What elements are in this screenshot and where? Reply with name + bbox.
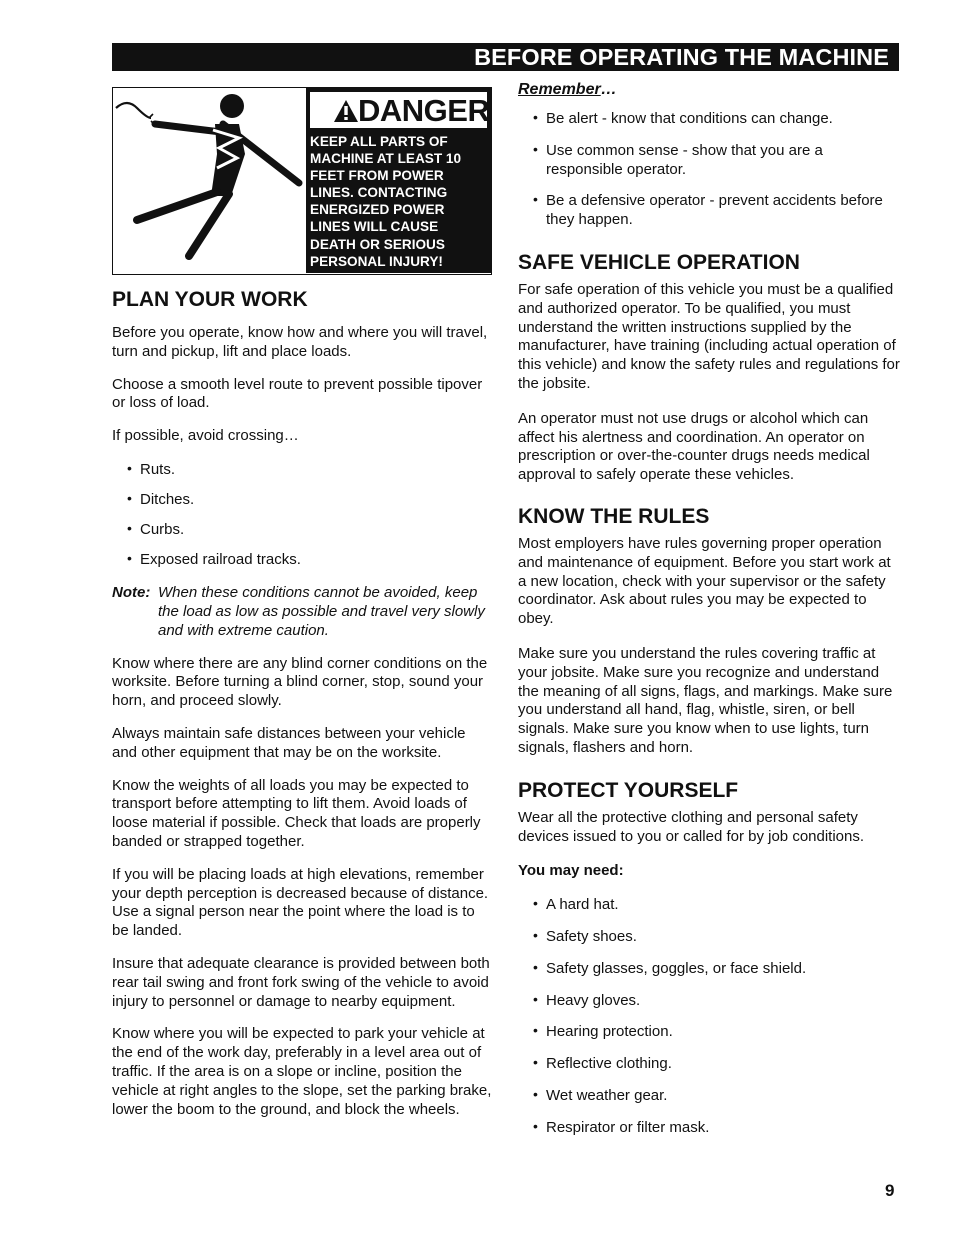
avoid-list [112,461,492,570]
plan-paragraph: If possible, avoid crossing… [112,427,299,445]
electrocution-figure-icon [113,88,306,273]
list-item: • Respirator or filter mask. [533,1117,710,1136]
list-item: • Be a defensive operator - prevent accidents before they happen. [533,191,883,229]
list-item: • Ditches. [127,489,195,508]
page-number: 9 [885,1181,895,1200]
danger-line: FEET FROM POWER [310,168,444,184]
right-column [518,80,900,1137]
remember-heading: Remember… [518,81,617,98]
safe-heading: SAFE VEHICLE OPERATION [518,250,800,274]
danger-panel [306,88,491,273]
plan-paragraph: Insure that adequate clearance is provided between both rear tail swing and front fork swing of the vehicle to avoid injury to personnel or damage to nearby equipment. [112,954,490,1010]
safe-paragraph: For safe operation of this vehicle you must be a qualified and authorized operator. To be qualified, you must understand the written instructions supplied by the manufacturer, have training (including actual operation of this vehicle) and know the safety rules and regulations for the jobsite. [518,280,900,392]
danger-line: DEATH OR SERIOUS [310,236,445,252]
safe-paragraph: An operator must not use drugs or alcohol which can affect his alertness and coordination. An operator on prescription or over-the-counter drugs needs medical approval to safely operate these vehicles. [518,409,870,484]
note [112,584,492,640]
plan-paragraph: If you will be placing loads at high elevations, remember your depth perception is decreased because of distance. Use a signal person near the point where the load is to be landed. [112,865,489,940]
list-item: • Wet weather gear. [533,1085,668,1104]
danger-label [309,91,488,129]
rules-heading: KNOW THE RULES [518,504,710,528]
need-label: You may need: [518,862,624,880]
list-item: • Heavy gloves. [533,990,641,1009]
plan-paragraph: Know where there are any blind corner conditions on the worksite. Before turning a blind corner, stop, sound your horn, and proceed slowly. [112,654,488,710]
protect-paragraph: Wear all the protective clothing and personal safety devices issued to you or called for by job conditions. [518,808,865,845]
list-item: • Hearing protection. [533,1022,673,1041]
danger-line: ENERGIZED POWER [310,202,445,218]
equipment-list [518,896,900,1137]
danger-line: KEEP ALL PARTS OF [310,134,448,149]
warning-triangle-icon [333,99,359,123]
rules-paragraph: Make sure you understand the rules covering traffic at your jobsite. Make sure you recognize and understand the meaning of all signs, flags, and markings. Make sure you understand all hand, flag, whistle, siren, or bell signals. Make sure you know when to use lights, turn signals, flashers and horn. [518,644,893,756]
list-item: • Be alert - know that conditions can change. [533,109,833,127]
list-item: • Curbs. [127,519,185,538]
danger-line: LINES. CONTACTING [310,185,448,201]
section-title: BEFORE OPERATING THE MACHINE [474,44,889,70]
list-item: • Reflective clothing. [533,1054,672,1073]
plan-paragraph: Know the weights of all loads you may be expected to transport before attempting to lift them. Avoid loads of loose material if possible. Check that loads are properly banded or strapped together. [112,776,481,850]
list-item: • Safety glasses, goggles, or face shield. [533,958,807,977]
danger-line: MACHINE AT LEAST 10 [310,151,462,167]
list-item: • A hard hat. [533,895,619,914]
rules-paragraph: Most employers have rules governing proper operation and maintenance of equipment. Before you start work at a new location, check with your supervisor or the safety coordinator. Ask about rules you may be expected to obey. [518,534,891,628]
plan-heading: PLAN YOUR WORK [112,288,308,311]
list-item: • Ruts. [127,459,176,478]
plan-paragraph: Know where you will be expected to park your vehicle at the end of the work day, preferably in a level area out of traffic. If the area is on a slope or incline, position the vehicle at right angles to the slope, set the parking brake, lower the boom to the ground, and block the wheels. [112,1025,492,1118]
note-label: Note: [112,584,151,602]
section-header-bar [112,43,899,71]
danger-message [310,133,488,270]
left-column [112,287,492,1119]
list-item: • Safety shoes. [533,926,637,945]
remember-list [518,110,900,230]
danger-line: LINES WILL CAUSE [310,219,439,235]
list-item: • Use common sense - show that you are a responsible operator. [533,140,823,178]
danger-warning-box [112,87,492,275]
plan-paragraph: Before you operate, know how and where you will travel, turn and pickup, lift and place loads. [112,324,488,360]
list-item: • Exposed railroad tracks. [127,550,301,569]
note-text: When these conditions cannot be avoided, keep the load as low as possible and travel very slowly and with extreme caution. [158,584,485,639]
protect-heading: PROTECT YOURSELF [518,778,739,802]
plan-paragraph: Always maintain safe distances between your vehicle and other equipment that may be on the worksite. [112,724,466,761]
danger-word: DANGER [358,93,490,128]
plan-paragraph: Choose a smooth level route to prevent possible tipover or loss of load. [112,375,483,412]
danger-line: PERSONAL INJURY! [310,253,443,269]
